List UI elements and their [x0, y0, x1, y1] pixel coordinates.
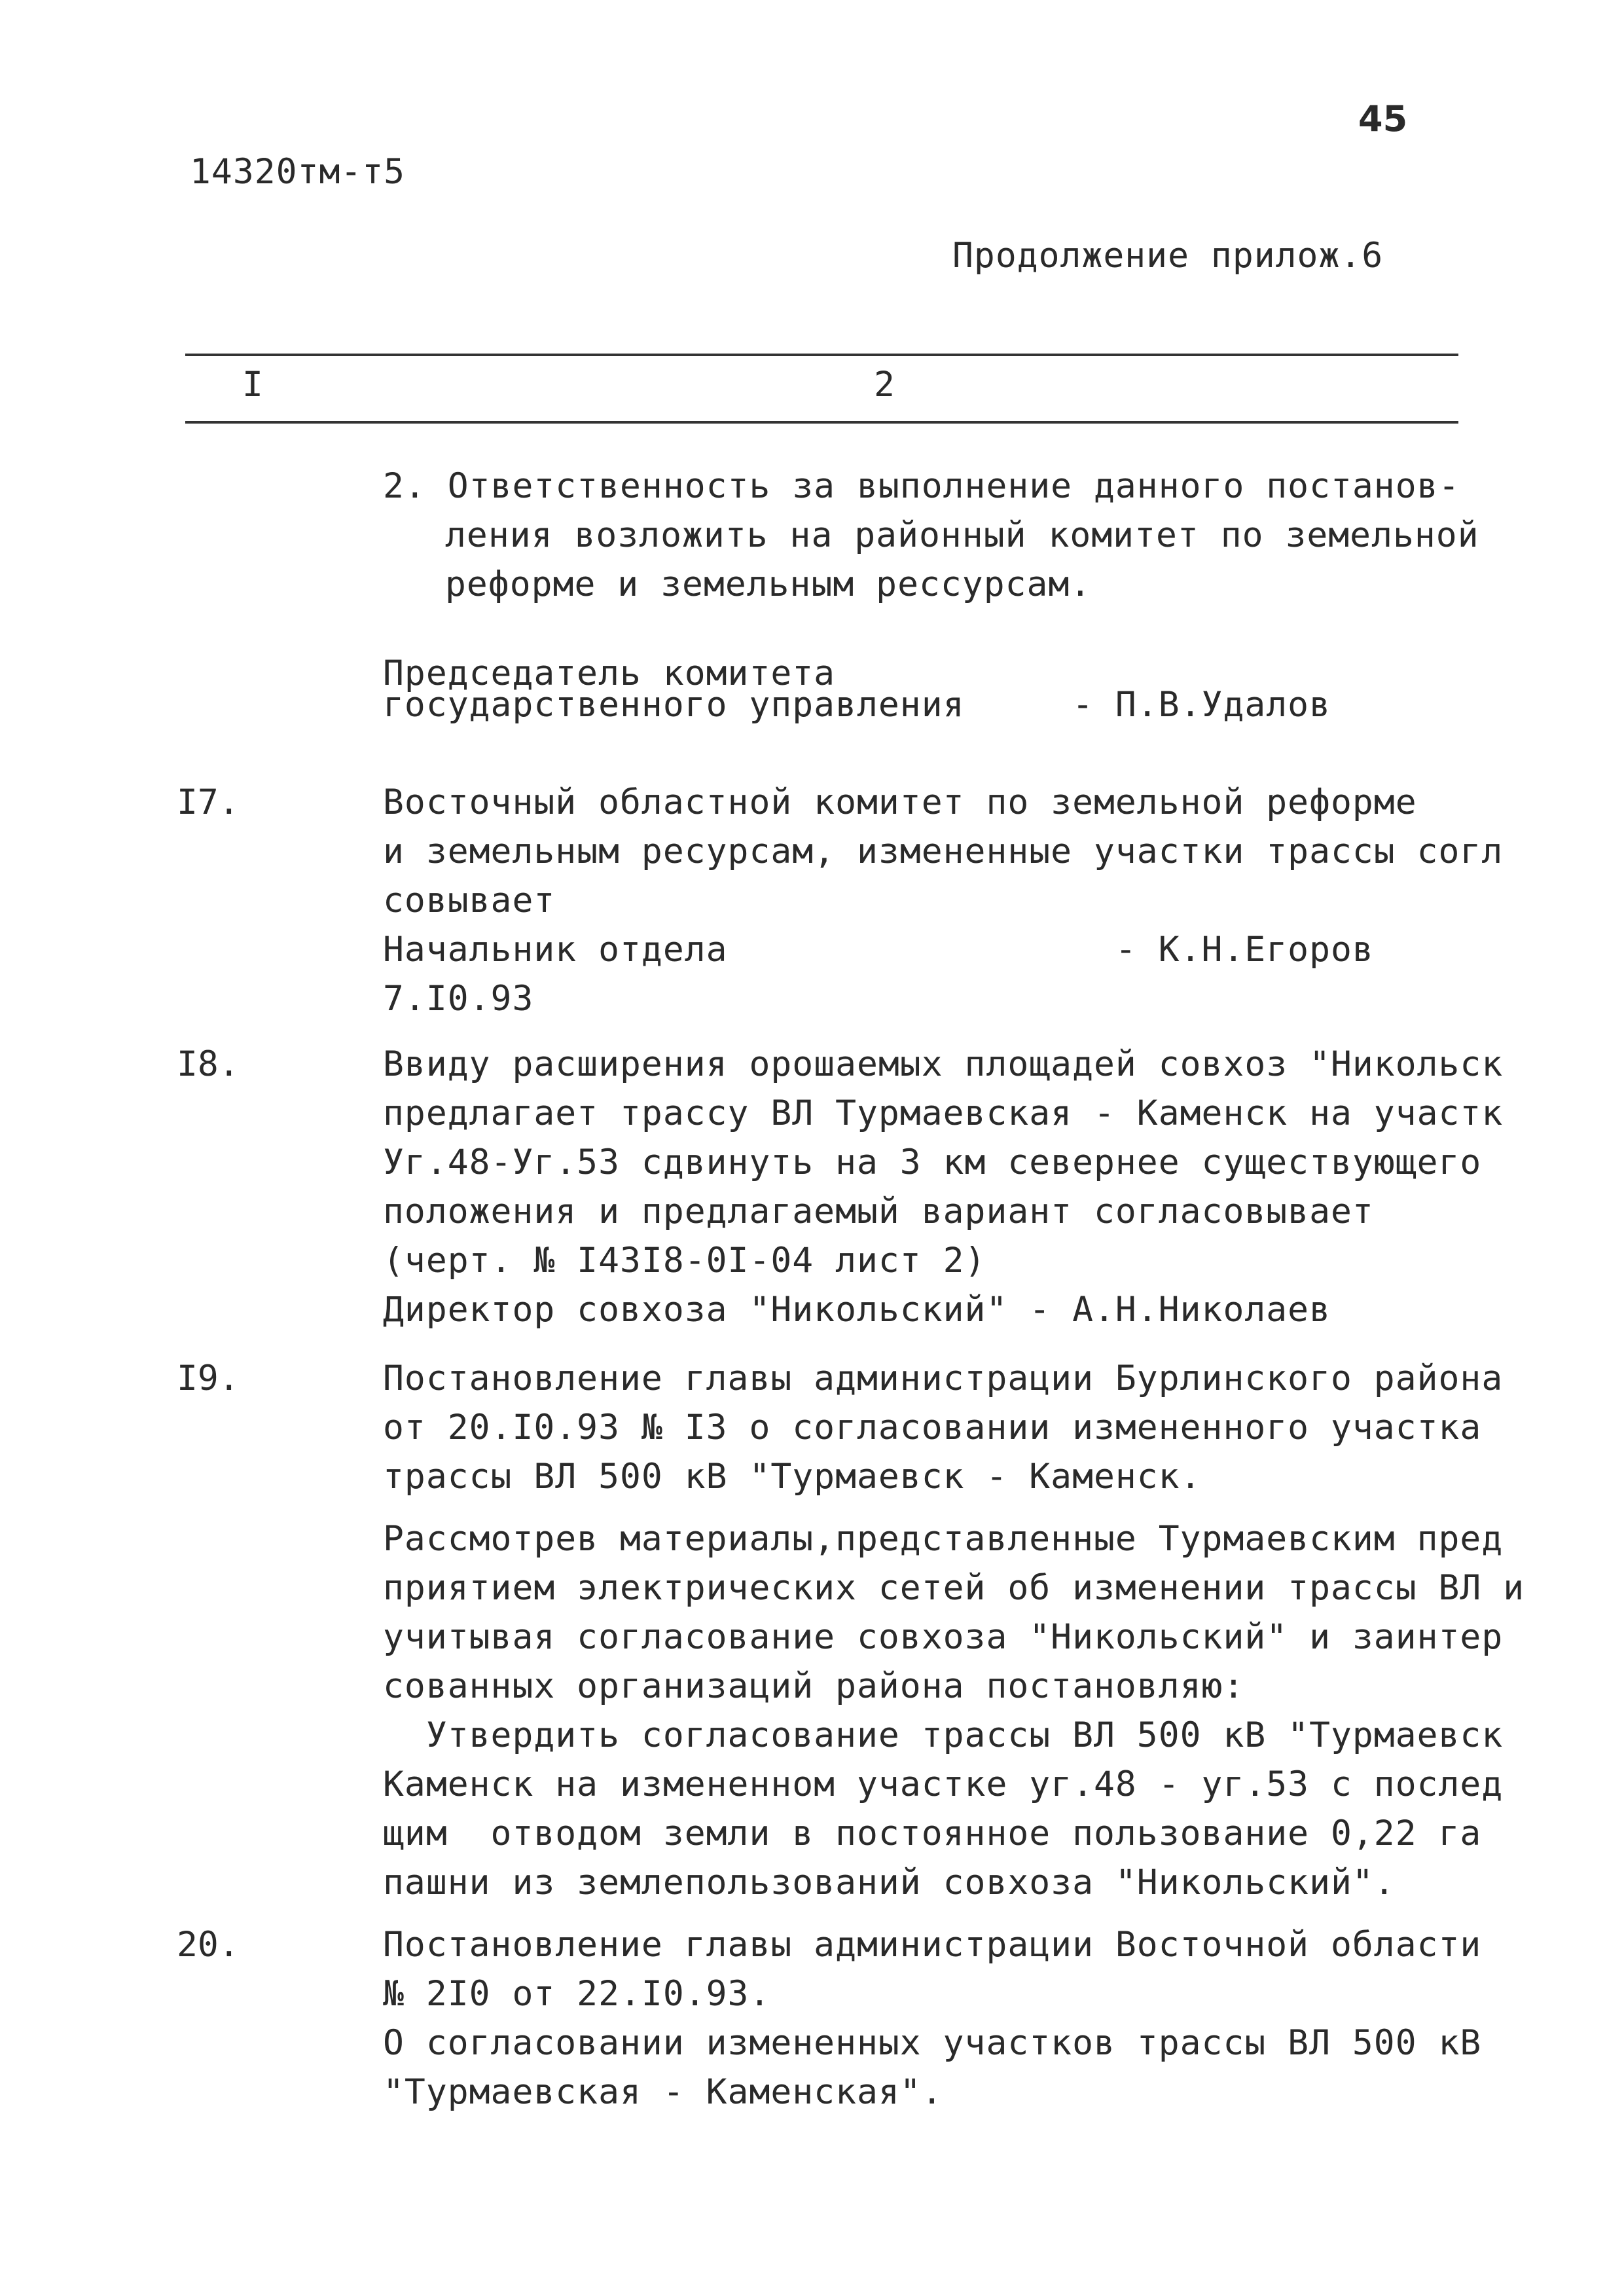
text-line: сованных организаций района постановляю:: [383, 1666, 1245, 1706]
text-line: Начальник отдела - К.Н.Егоров: [383, 930, 1374, 970]
text-line: Постановление главы администрации Бурлинского района: [383, 1358, 1504, 1398]
text-line: положения и предлагаемый вариант согласовывает: [383, 1192, 1374, 1231]
page-number: 45: [1358, 98, 1408, 139]
column-1-header: I: [242, 365, 264, 405]
text-line: Председатель комитета: [383, 653, 836, 693]
entry-number: I7.: [177, 782, 240, 822]
text-line: 7.I0.93: [383, 979, 534, 1019]
text-line: приятием электрических сетей об изменении трассы ВЛ и: [383, 1568, 1525, 1608]
document-code: 14320тм-т5: [190, 152, 406, 192]
text-line: "Турмаевская - Каменская".: [383, 2072, 943, 2112]
entry-number: 20.: [177, 1925, 240, 1965]
text-line: Ввиду расширения орошаемых площадей совхоз "Никольск: [383, 1044, 1504, 1084]
continuation-label: Продолжение прилож.6: [952, 236, 1384, 276]
text-line: пашни из землепользований совхоза "Никольский".: [383, 1863, 1396, 1903]
text-line: Директор совхоза "Никольский" - А.Н.Николаев: [383, 1290, 1331, 1330]
text-line: Рассмотрев материалы,представленные Турмаевским пред: [383, 1519, 1504, 1559]
column-2-header: 2: [874, 365, 895, 405]
text-line: 2. Ответственность за выполнение данного постанов-: [383, 466, 1460, 506]
text-line: Постановление главы администрации Восточной области: [383, 1925, 1482, 1965]
text-line: Каменск на измененном участке уг.48 - уг.53 с послед: [383, 1764, 1504, 1804]
text-line: ления возложить на районный комитет по земельной: [445, 515, 1479, 555]
entry-number: I8.: [177, 1044, 240, 1084]
text-line: Восточный областной комитет по земельной реформе: [383, 782, 1417, 822]
text-line: О согласовании измененных участков трассы ВЛ 500 кВ: [383, 2023, 1482, 2063]
text-line: от 20.I0.93 № I3 о согласовании измененного участка: [383, 1408, 1482, 1448]
text-line: (черт. № I43I8-0I-04 лист 2): [383, 1241, 986, 1281]
entry-number: I9.: [177, 1358, 240, 1398]
text-line: государственного управления - П.В.Удалов: [383, 685, 1331, 725]
text-line: трассы ВЛ 500 кВ "Турмаевск - Каменск.: [383, 1457, 1202, 1497]
text-line: и земельным ресурсам, измененные участки трассы согл: [383, 831, 1504, 871]
text-line: учитывая согласование совхоза "Никольский" и заинтер: [383, 1617, 1504, 1657]
text-line: Утвердить согласование трассы ВЛ 500 кВ "Турмаевск: [383, 1715, 1504, 1755]
text-line: Уг.48-Уг.53 сдвинуть на 3 км севернее существующего: [383, 1142, 1482, 1182]
text-line: реформе и земельным рессурсам.: [445, 564, 1092, 604]
table-header-rule: [185, 421, 1458, 424]
text-line: совывает: [383, 881, 556, 920]
table-top-rule: [185, 354, 1458, 356]
text-line: предлагает трассу ВЛ Турмаевская - Каменск на участк: [383, 1093, 1504, 1133]
text-line: щим отводом земли в постоянное пользование 0,22 га: [383, 1813, 1482, 1853]
text-line: № 2I0 от 22.I0.93.: [383, 1974, 771, 2014]
